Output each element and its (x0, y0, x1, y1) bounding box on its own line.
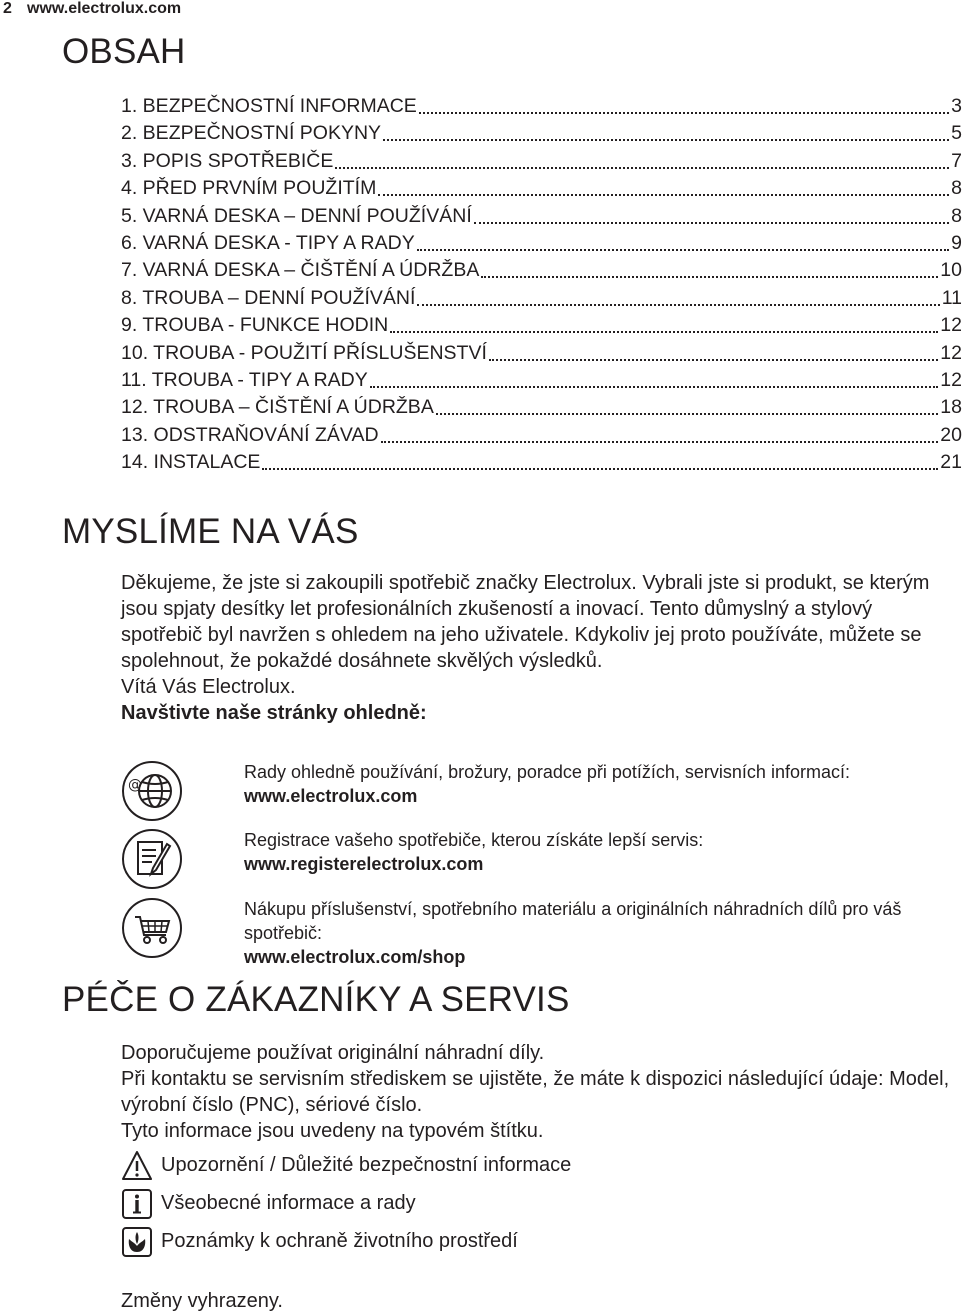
toc-item-label: 2. BEZPEČNOSTNÍ POKYNY (121, 122, 382, 145)
toc-item[interactable] (121, 422, 962, 449)
toc-item-label: 5. VARNÁ DESKA – DENNÍ POUŽÍVÁNÍ (121, 204, 472, 227)
toc-leader (378, 182, 949, 196)
toc-leader (474, 210, 949, 224)
intro-text (121, 570, 957, 726)
toc-item-page: 21 (940, 451, 962, 474)
toc-leader (335, 155, 949, 169)
toc-leader (390, 319, 938, 333)
toc-item-label: 14. INSTALACE (121, 451, 261, 474)
service-heading: PÉČE O ZÁKAZNÍKY A SERVIS (62, 980, 570, 1019)
toc-item-label: 4. PŘED PRVNÍM POUŽITÍM (121, 177, 377, 200)
page-number: 2 (3, 0, 12, 17)
globe-icon (121, 760, 183, 822)
toc-item[interactable] (121, 230, 962, 257)
header-url[interactable]: www.electrolux.com (27, 0, 182, 17)
toc-item[interactable] (121, 175, 962, 202)
toc-item-label: 8. TROUBA – DENNÍ POUŽÍVÁNÍ (121, 286, 416, 309)
toc-item[interactable] (121, 203, 962, 230)
info-text-shop (244, 897, 964, 969)
toc-item[interactable] (121, 93, 962, 120)
changes-note: Změny vyhrazeny. (121, 1290, 283, 1312)
toc-item-page: 8 (951, 177, 962, 200)
toc-item[interactable] (121, 148, 962, 175)
thinking-heading: MYSLÍME NA VÁS (62, 512, 359, 551)
toc-item[interactable] (121, 285, 962, 312)
toc-leader (489, 347, 938, 361)
visit-label: Navštivte naše stránky ohledně: (121, 702, 427, 724)
shop-link[interactable]: www.electrolux.com/shop (244, 947, 466, 967)
toc-item-label: 6. VARNÁ DESKA - TIPY A RADY (121, 231, 415, 254)
legend-environment-text: Poznámky k ochraně životního prostředí (161, 1230, 518, 1252)
contents-heading: OBSAH (62, 32, 186, 71)
shopping-cart-icon (121, 897, 183, 959)
toc-item-label: 3. POPIS SPOTŘEBIČE (121, 149, 334, 172)
toc-leader (417, 237, 949, 251)
toc-item-page: 10 (940, 259, 962, 282)
legend-warning-text: Upozornění / Důležité bezpečnostní informace (161, 1154, 572, 1176)
toc-item-page: 8 (951, 204, 962, 227)
toc-item-page: 20 (940, 423, 962, 446)
toc-leader (381, 429, 939, 443)
toc-item[interactable] (121, 340, 962, 367)
toc-item[interactable] (121, 120, 962, 147)
toc-item-page: 12 (940, 341, 962, 364)
toc-item-page: 3 (951, 95, 962, 117)
registration-link[interactable]: www.registerelectrolux.com (244, 854, 484, 874)
toc-item-label: 10. TROUBA - POUŽITÍ PŘÍSLUŠENSTVÍ (121, 341, 487, 364)
table-of-contents (121, 93, 962, 476)
toc-leader (383, 127, 949, 141)
info-text-registration (244, 828, 964, 876)
page-header (0, 0, 960, 20)
svg-text:@: @ (128, 777, 142, 793)
service-line-contact: Při kontaktu se servisním střediskem se ujistěte, že máte k dispozici následující údaje: Model, výrobní číslo (PNC), sériové číslo. (121, 1068, 950, 1116)
info-text-support (244, 760, 964, 808)
toc-leader (417, 292, 939, 306)
registration-form-icon (121, 828, 183, 890)
toc-leader (436, 401, 938, 415)
toc-item-page: 18 (940, 396, 962, 419)
legend-info-text: Všeobecné informace a rady (161, 1192, 416, 1214)
toc-item-label: 11. TROUBA - TIPY A RADY (121, 368, 368, 391)
toc-leader (481, 264, 938, 278)
info-description: Registrace vašeho spotřebiče, kterou získáte lepší servis: (244, 830, 704, 850)
toc-item[interactable] (121, 449, 962, 476)
toc-item-page: 11 (941, 286, 962, 309)
toc-leader (370, 374, 939, 388)
toc-item[interactable] (121, 257, 962, 284)
toc-leader (419, 100, 949, 114)
info-description: Nákupu příslušenství, spotřebního materiálu a originálních náhradních dílů pro váš spotřebič: (244, 899, 902, 943)
info-icon (121, 1188, 153, 1220)
toc-item[interactable] (121, 312, 962, 339)
toc-item-page: 9 (951, 231, 962, 254)
info-description: Rady ohledně používání, brožury, poradce při potížích, servisních informací: (244, 762, 850, 782)
toc-item[interactable] (121, 367, 962, 394)
toc-item-label: 9. TROUBA - FUNKCE HODIN (121, 314, 389, 337)
toc-item-label: 1. BEZPEČNOSTNÍ INFORMACE (121, 95, 417, 117)
support-link[interactable]: www.electrolux.com (244, 786, 418, 806)
service-line-parts: Doporučujeme používat originální náhradní díly. (121, 1042, 545, 1064)
service-line-plate: Tyto informace jsou uvedeny na typovém štítku. (121, 1120, 544, 1142)
toc-item-page: 5 (951, 122, 962, 145)
toc-item[interactable] (121, 394, 962, 421)
toc-item-page: 12 (940, 314, 962, 337)
intro-paragraph: Děkujeme, že jste si zakoupili spotřebič značky Electrolux. Vybrali jste si produkt, se kterým jsou spjaty desítky let profesionálních zkušeností a inovací. Tento důmyslný a stylový spotřebič byl navržen s ohledem na jeho uživatele. Kdykoliv jej proto používáte, můžete se spolehnout, že pokaždé dosáhnete skvělých výsledků. (121, 572, 930, 672)
environment-icon (121, 1226, 153, 1258)
toc-item-page: 12 (940, 368, 962, 391)
warning-icon (121, 1150, 153, 1182)
service-text (121, 1040, 957, 1144)
toc-leader (262, 456, 938, 470)
toc-item-label: 7. VARNÁ DESKA – ČIŠTĚNÍ A ÚDRŽBA (121, 259, 480, 282)
toc-item-label: 12. TROUBA – ČIŠTĚNÍ A ÚDRŽBA (121, 396, 434, 419)
welcome-line: Vítá Vás Electrolux. (121, 676, 296, 698)
toc-item-page: 7 (951, 149, 962, 172)
toc-item-label: 13. ODSTRAŇOVÁNÍ ZÁVAD (121, 423, 379, 446)
